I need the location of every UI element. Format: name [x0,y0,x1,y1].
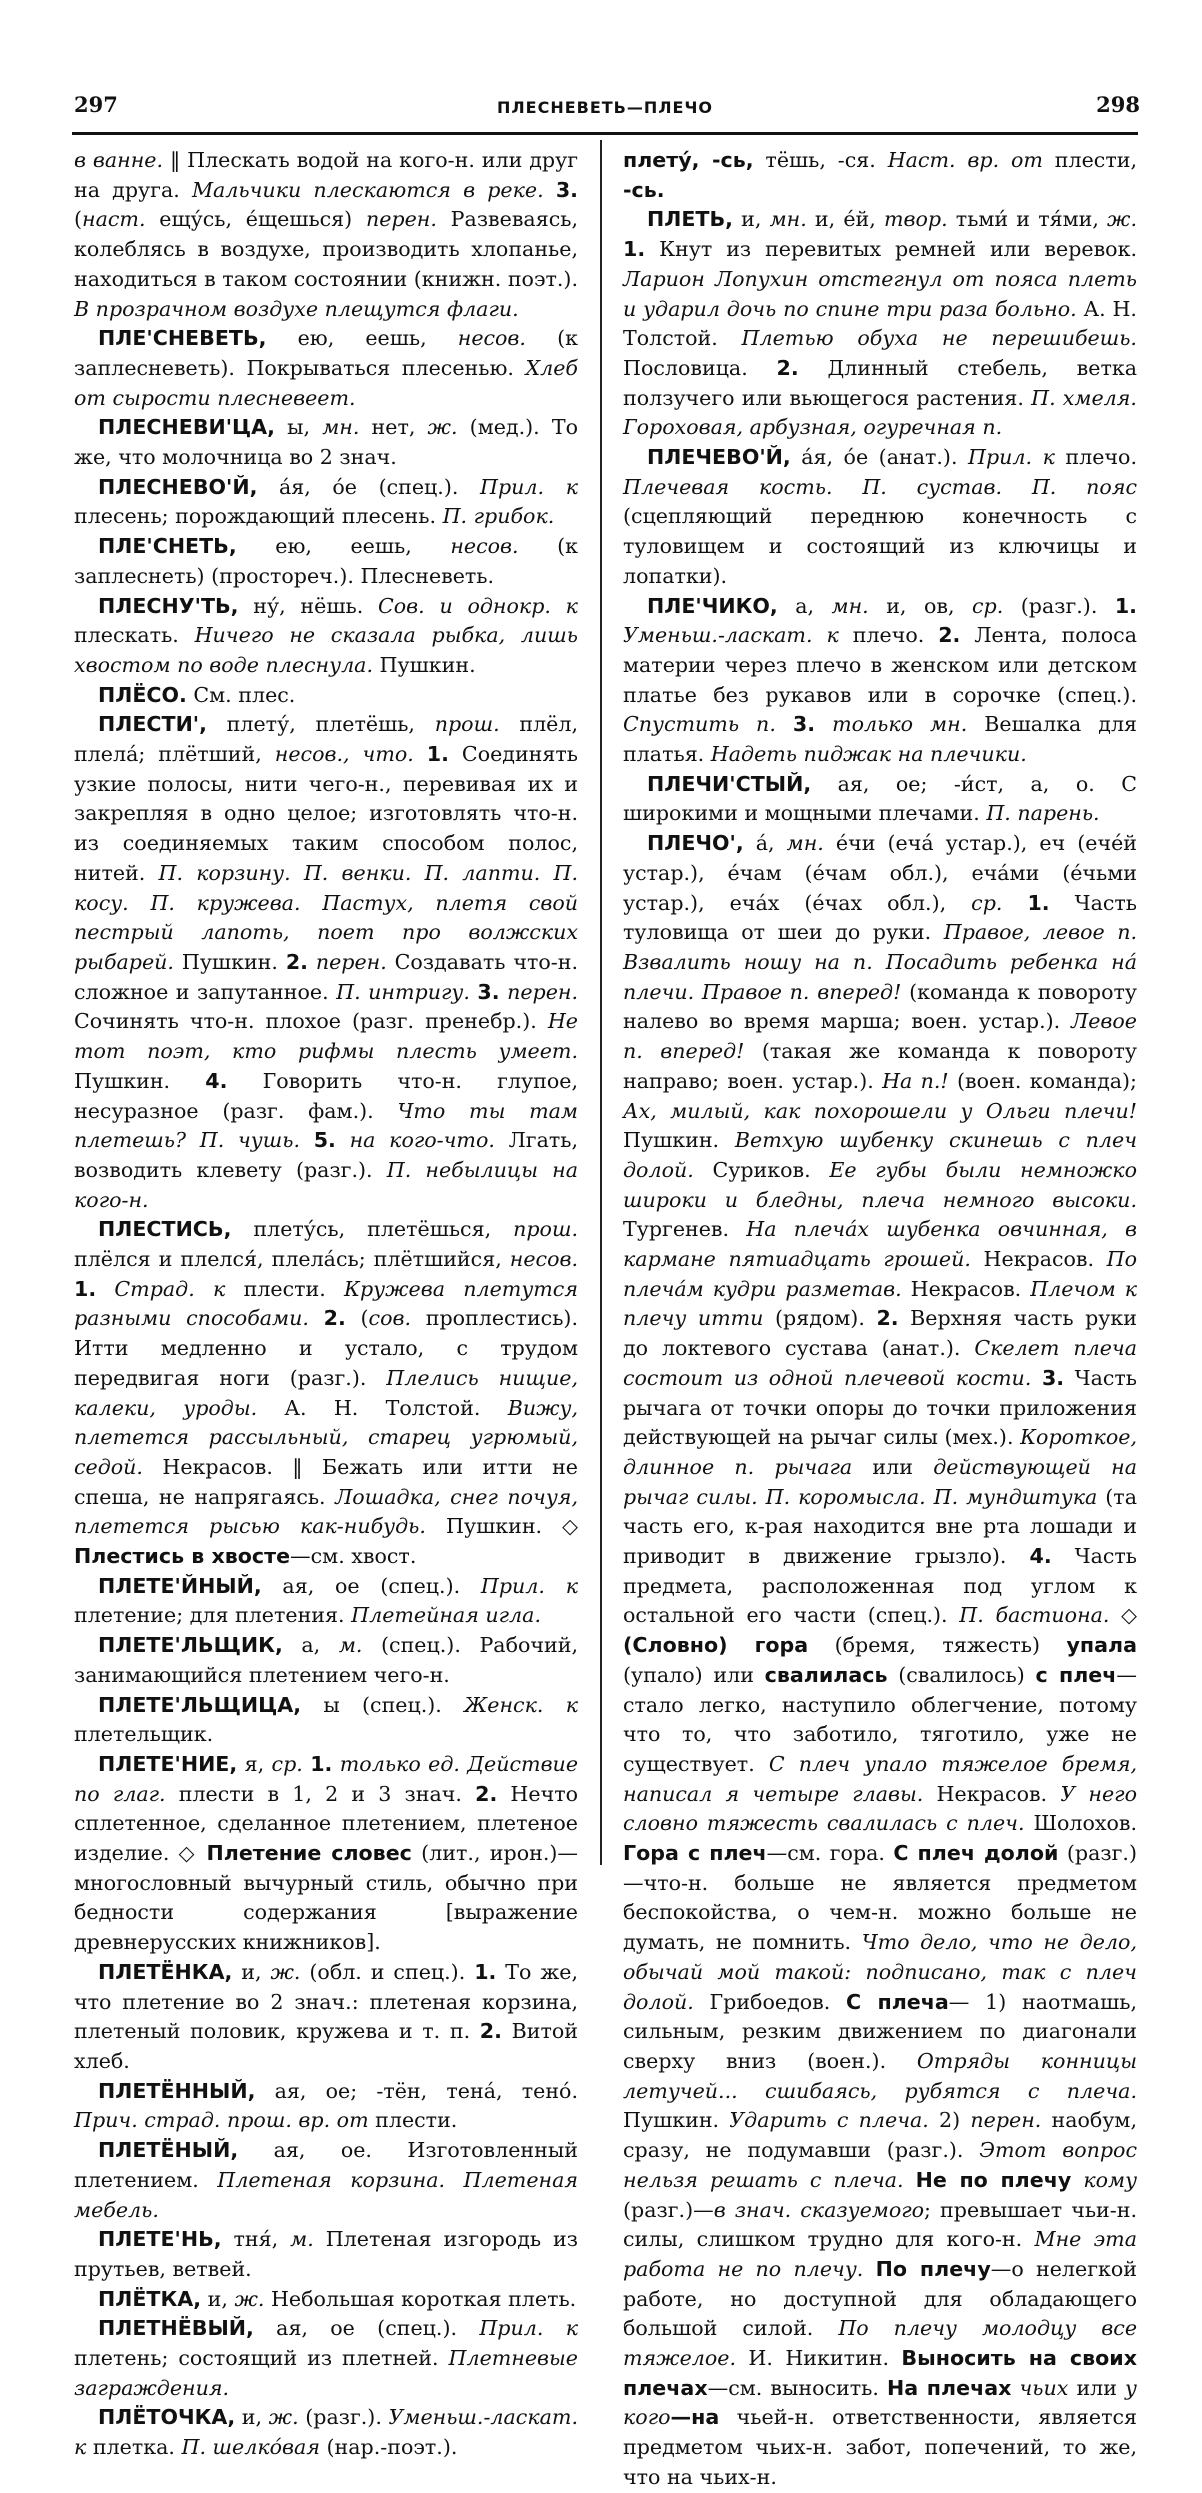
dictionary-entry: ПЛЕ'СНЕТЬ, ею, еешь, несов. (к заплеснеть) (простореч.). Плесневеть. [74,534,578,588]
dictionary-entry: ПЛЕСНЕВИ'ЦА, ы, мн. нет, ж. (мед.). То же, что молочница во 2 знач. [74,415,579,470]
dictionary-entry: ПЛЁСО. См. плес. [98,682,296,707]
dictionary-entry: ПЛЕСНУ'ТЬ, ну́, нёшь. Сов. и однокр. к плескать. Ничего не сказала рыбка, лишь хвостом по воде плеснула. Пушкин. [74,593,578,677]
left-column [74,146,579,2460]
dictionary-entry: ПЛЕСТИСЬ, плету́сь, плетёшься, прош. плёлся и плелся́, плела́сь; плётшийся, несов. 1. Страд. к плести. Кружева плетутся разными способами. 2. (сов. проплестись). Итти медленно и устало, с трудом передвигая ноги (разг.). Плелись нищие, калеки, уроды. А. Н. Толстой. Вижу, плетется рассыльный, старец угрюмый, седой. Некрасов. ‖ Бежать или итти не спеша, не напрягаясь. Лошадка, снег почуя, плетется рысью как-нибудь. Пушкин. ◇ Плестись в хвосте—см. хвост. [74,1217,579,1569]
page-number-left: 297 [74,92,118,117]
right-column [623,146,1138,2489]
dictionary-entry: ПЛЕТЕ'НЬ, тня́, м. Плетеная изгородь из прутьев, ветвей. [74,2227,579,2281]
dictionary-entry: ПЛЕТЁНКА, и, ж. (обл. и спец.). 1. То же, что плетение во 2 знач.: плетеная корзина, плетеный половик, кружева и т. п. 2. Витой хлеб. [74,1959,579,2073]
dictionary-entry: ПЛЕЧО', а́, мн. е́чи (ечá устар.), еч (ечéй устар.), е́чам (е́чам обл.), еча́ми (е́чьми устар.), еча́х (е́чах обл.), ср. 1. Часть туловища от шеи до руки. Правое, левое п. Взвалить ношу на п. Посадить ребенка на́ плечи. Правое п. вперед! (команда к повороту налево во время марша; воен. устар.). Левое п. вперед! (такая же команда к повороту направо; воен. устар.). На п.! (воен. команда); Ах, милый, как похорошели у Ольги плечи! Пушкин. Ветхую шубенку скинешь с плеч долой. Суриков. Ее губы были немножко широки и бледны, плеча немного высоки. Тургенев. На плеча́х шубенка овчинная, в кармане пятиадцать грошей. Некрасов. По плеча́м кудри разметав. Некрасов. Плечом к плечу итти (рядом). 2. Верхняя часть руки до локтевого сустава (анат.). Скелет плеча состоит из одной плечевой кости. 3. Часть рычага от точки опоры до точки приложения действующей на рычаг силы (мех.). Короткое, длинное п. рычага или действующей на рычаг силы. П. коромысла. П. мундштука (та часть его, к-рая находится вне рта лошади и приводит в движение грызло). 4. Часть предмета, расположенная под углом к остальной его части (спец.). П. бастиона. ◇ (Словно) гора (бремя, тяжесть) упала (упало) или свалилась (свалилось) с плеч—стало легко, наступило облегчение, потому что то, что заботило, тяготило, уже не существует. С плеч упало тяжелое бремя, написал я четыре главы. Некрасов. У него словно тяжесть свалилась с плеч. Шолохов. Гора с плеч—см. гора. С плеч долой (разг.)—что-н. больше не является предметом беспокойства, о чем-н. можно больше не думать, не помнить. Что дело, что не дело, обычай мой такой: подписано, так с плеч долой. Грибоедов. С плеча— 1) наотмашь, сильным, резким движением по диагонали сверху вниз (воен.). Отряды конницы летучей... сшибаясь, рубятся с плеча. Пушкин. Ударить с плеча. 2) перен. наобум, сразу, не подумавши (разг.). Этот вопрос нельзя решать с плеча. Не по плечу кому (разг.)—в знач. сказуемого; превышает чьи-н. силы, слишком трудно для кого-н. Мне эта работа не по плечу. По плечу—о нелегкой работе, но доступной для обладающего большой силой. По плечу молодцу все тяжелое. И. Никитин. Выносить на своих плечах—см. выносить. На плечах чьих или у кого—на чьей-н. ответственности, является предметом чьих-н. забот, попечений, то же, что на чьих-н. [623,831,1138,2489]
page-header [70,88,1140,128]
header-rule [72,132,1138,135]
dictionary-entry: ПЛЕТЕ'ЛЬЩИК, а, м. (спец.). Рабочий, занимающийся плетением чего-н. [74,1633,578,1687]
dictionary-entry: ПЛЁТКА, и, ж. Небольшая короткая плеть. [98,2286,577,2311]
dictionary-entry: ПЛЕСТИ', плету́, плетёшь, прош. плёл, плела́; плётший, несов., что. 1. Соединять узкие полосы, нити чего-н., перевивая их и закрепляя в одно целое; изготовлять что-н. из соединяемых таким способом полос, нитей. П. корзину. П. венки. П. лапти. П. косу. П. кружева. Пастух, плетя свой пестрый лапоть, поет про волжских рыбарей. Пушкин. 2. перен. Создавать что-н. сложное и запутанное. П. интригу. 3. перен. Сочинять что-н. плохое (разг. пренебр.). Не тот поэт, кто рифмы плесть умеет. Пушкин. 4. Говорить что-н. глупое, несуразное (разг. фам.). Что ты там плетешь? П. чушь. 5. на кого-что. Лгать, возводить клевету (разг.). П. небылицы на кого-н. [74,712,579,1212]
dictionary-entry: ПЛЕТЬ, и, мн. и, е́й, твор. тьми́ и тя́ми, ж. 1. Кнут из перевитых ремней или веревок. Ларион Лопухин отстегнул от пояса плеть и ударил дочь по спине три раза больно. А. Н. Толстой. Плетью обуха не перешибешь. Пословица. 2. Длинный стебель, ветка ползучего или вьющегося растения. П. хмеля. Гороховая, арбузная, огуречная п. [623,207,1138,440]
dictionary-entry: ПЛЕ'ЧИКО, а, мн. и, ов, ср. (разг.). 1. Уменьш.-ласкат. к плечо. 2. Лента, полоса материи через плечо в женском или детском платье без рукавов или в сорочке (спец.). Спустить п. 3. только мн. Вешалка для платья. Надеть пиджак на плечики. [623,593,1138,767]
running-head: ПЛЕСНЕВЕТЬ—ПЛЕЧО [496,98,714,117]
dictionary-entry: ПЛЁТОЧКА, и, ж. (разг.). Уменьш.-ласкат. к плетка. П. шелко́вая (нар.-поэт.). [74,2405,578,2460]
dictionary-entry: ПЛЕСНЕВО'Й, а́я, о́е (спец.). Прил. к плесень; порождающий плесень. П. грибок. [74,474,578,529]
column-divider [600,140,602,1865]
dictionary-entry: ПЛЕ'СНЕВЕТЬ, ею, еешь, несов. (к заплесневеть). Покрываться плесенью. Хлеб от сырости плесневеет. [74,326,578,410]
dictionary-entry: ПЛЕТЕ'НИЕ, я, ср. 1. только ед. Действие по глаг. плести в 1, 2 и 3 знач. 2. Нечто сплетенное, сделанное плетением, плетеное изделие. ◇ Плетение словес (лит., ирон.)—многословный вычурный стиль, обычно при бедности содержания [выражение древнерусских книжников]. [74,1751,579,1955]
dictionary-entry: в ванне. ‖ Плескать водой на кого-н. или друг на друга. Мальчики плескаются в реке. 3. (наст. ещу́сь, е́щешься) перен. Развеваясь, колеблясь в воздухе, производить хлопанье, находиться в таком состоянии (книжн. поэт.). В прозрачном воздухе плещутся флаги. [74,148,579,321]
dictionary-entry: ПЛЕЧИ'СТЫЙ, ая, ое; -и́ст, а, о. С широкими и мощными плечами. П. парень. [623,771,1137,826]
dictionary-entry: ПЛЕЧЕВО'Й, а́я, о́е (анат.). Прил. к плечо. Плечевая кость. П. сустав. П. пояс (сцепляющий переднюю конечность с туловищем и состоящий из ключицы и лопатки). [623,445,1137,588]
dictionary-entry: ПЛЕТЕ'ЛЬЩИЦА, ы (спец.). Женск. к плетельщик. [74,1692,578,1747]
dictionary-entry: ПЛЕТЁНЫЙ, ая, ое. Изготовленный плетением. Плетеная корзина. Плетеная мебель. [74,2138,578,2222]
dictionary-entry: плету́, -сь, тёшь, -ся. Наст. вр. от плести, -сь. [623,148,1137,202]
dictionary-entry: ПЛЕТНЁВЫЙ, ая, ое (спец.). Прил. к плетень; состоящий из плетней. Плетневые заграждения. [74,2316,578,2400]
dictionary-entry: ПЛЕТЕ'ЙНЫЙ, ая, ое (спец.). Прил. к плетение; для плетения. Плетейная игла. [74,1573,578,1628]
page-number-right: 298 [1096,92,1140,117]
dictionary-entry: ПЛЕТЁННЫЙ, ая, ое; -тён, тена́, тено́. Прич. страд. прош. вр. от плести. [74,2078,578,2133]
